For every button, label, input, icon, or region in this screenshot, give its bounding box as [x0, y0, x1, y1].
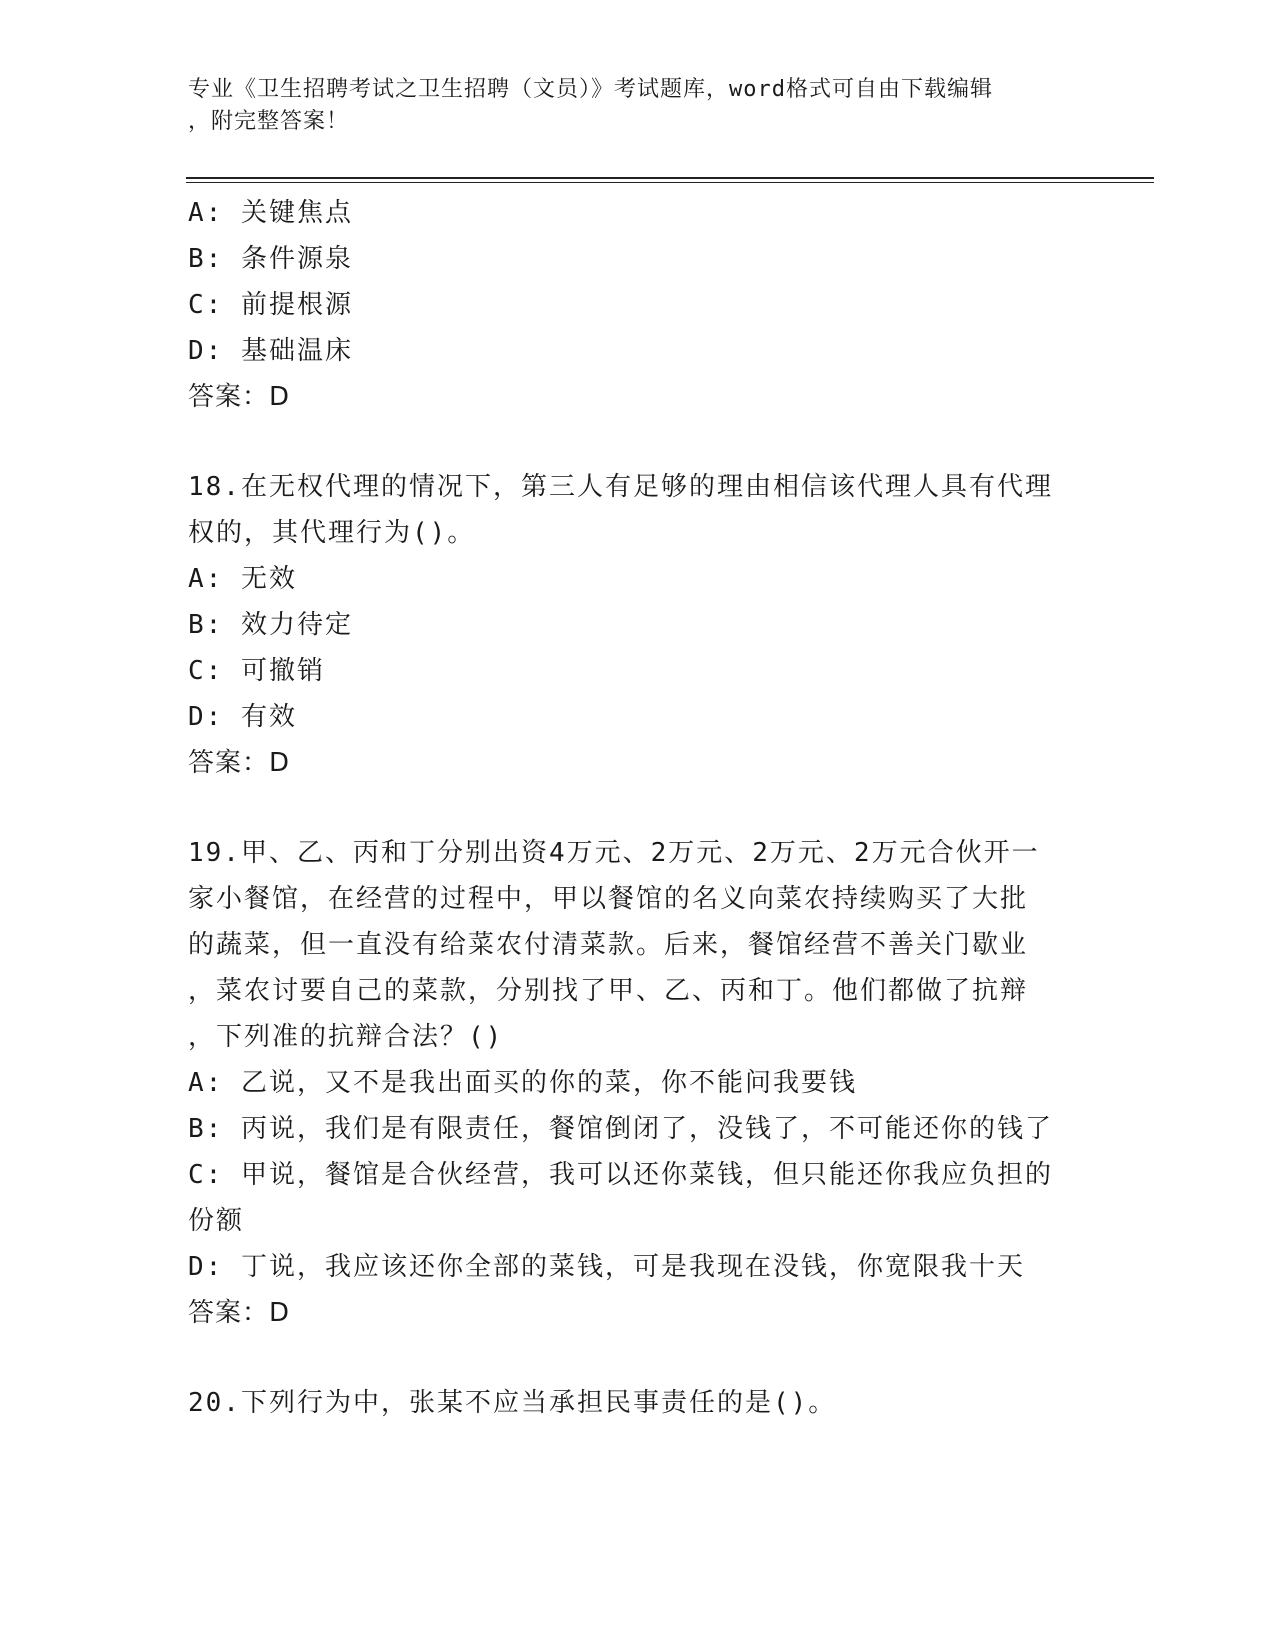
- option-c: C: 前提根源: [188, 290, 353, 320]
- question-stem: 20.下列行为中，张某不应当承担民事责任的是()。: [188, 1388, 837, 1418]
- option-b: B: 条件源泉: [188, 244, 353, 274]
- option-c: C: 可撤销: [188, 656, 325, 686]
- option-a: A: 乙说，又不是我出面买的你的菜，你不能问我要钱: [188, 1068, 857, 1098]
- option-c: C: 甲说，餐馆是合伙经营，我可以还你菜钱，但只能还你我应负担的: [188, 1160, 1053, 1190]
- question-stem: ，下列准的抗辩合法？(): [188, 1022, 504, 1052]
- question-content: [188, 190, 1088, 1426]
- option-d: D: 丁说，我应该还你全部的菜钱，可是我现在没钱，你宽限我十天: [188, 1252, 1025, 1282]
- option-d: D: 基础温床: [188, 336, 353, 366]
- option-d: D: 有效: [188, 702, 297, 732]
- header-line-1: 专业《卫生招聘考试之卫生招聘（文员）》考试题库，word格式可自由下载编辑: [188, 77, 993, 102]
- header-line-2: ，附完整答案！: [188, 109, 350, 134]
- question-stem: 家小餐馆，在经营的过程中，甲以餐馆的名义向菜农持续购买了大批: [188, 884, 1029, 914]
- question-20: [188, 1380, 1088, 1426]
- question-stem: 权的，其代理行为()。: [188, 518, 476, 548]
- question-19: [188, 830, 1088, 1336]
- header-rule-thick: [186, 177, 1154, 179]
- document-header: [188, 74, 1088, 138]
- question-17: [188, 190, 1088, 420]
- question-stem: ，菜农讨要自己的菜款，分别找了甲、乙、丙和丁。他们都做了抗辩: [188, 976, 1029, 1006]
- option-b: B: 丙说，我们是有限责任，餐馆倒闭了，没钱了，不可能还你的钱了: [188, 1114, 1053, 1144]
- answer: 答案：D: [188, 748, 291, 778]
- answer: 答案：D: [188, 1298, 291, 1328]
- header-rule-thin: [186, 182, 1154, 183]
- question-stem: 的蔬菜，但一直没有给菜农付清菜款。后来，餐馆经营不善关门歇业: [188, 930, 1029, 960]
- question-stem: 18.在无权代理的情况下，第三人有足够的理由相信该代理人具有代理: [188, 472, 1053, 502]
- option-b: B: 效力待定: [188, 610, 353, 640]
- question-18: [188, 464, 1088, 786]
- option-a: A: 无效: [188, 564, 297, 594]
- option-a: A: 关键焦点: [188, 198, 353, 228]
- question-stem: 19.甲、乙、丙和丁分别出资4万元、2万元、2万元、2万元合伙开一: [188, 838, 1040, 868]
- option-c-continued: 份额: [188, 1206, 245, 1236]
- answer: 答案：D: [188, 382, 291, 412]
